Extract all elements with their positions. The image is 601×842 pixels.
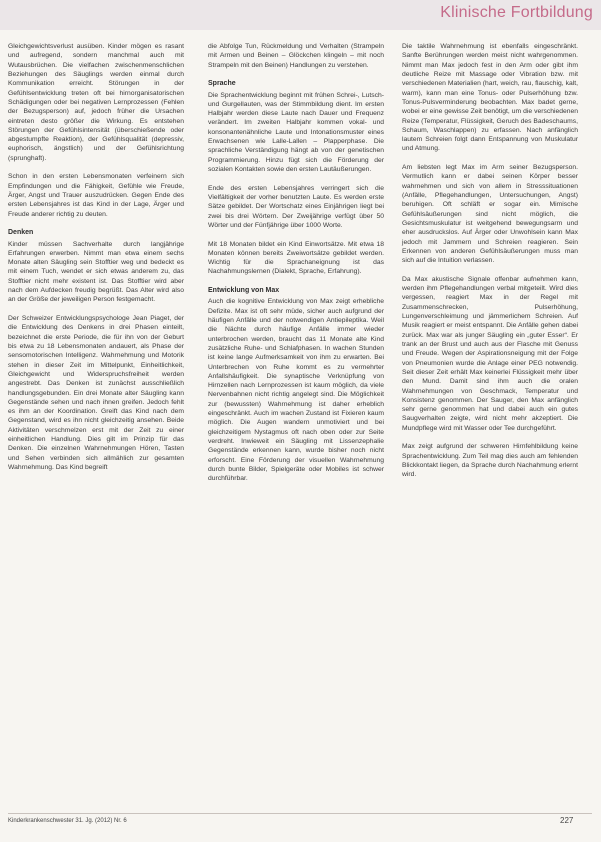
header-bar [0,0,601,30]
page-number: 227 [560,816,574,825]
section-heading: Sprache [208,80,236,88]
body-paragraph: Die taktile Wahrnehmung ist ebenfalls eingeschränkt. Sanfte Berührungen werden meist nicht wahrgenommen. Nimmt man Max jedoch fest in den Arm oder gibt ihm deutliche Reize mit Massage oder Vibration bzw. mit verschiedenen Materialien (hart, weich, rau, flauschig, kalt, warm), kann man eine Tonus- oder Pulserhöhung bzw. Tonus-Pulsverminderung beobachten. Max badet gerne, wobei er eine gewisse Zeit benötigt, um die verschiedenen Reize (Temperatur, Flüssigkeit, Geruch des Badeschaums, Schaum, Waschlappen) zu erfassen. Nach anfänglich lautem Schreien folgt dann Entspannung von Muskulatur und Atmung. [402,43,578,153]
body-paragraph: Gleichgewichtsverlust ausüben. Kinder mögen es rasant und aufregend, sondern manchmal auch mit Wutausbrüchen. Die vielfachen zwischenmenschlichen Beziehungen des Säuglings werden einmal durch Kommunikation erreicht. Störungen in der Gefühlsentwicklung treten oft bei hirnorganisatorischen Schädigungen oder bei negativen Lernprozessen (Fehlen der Bezugsperson) auf, jedoch früher die Ursachen eintreten desto größer die Wirkung. Es entstehen Störungen der Gefühlsintensität (überschießende oder abgestumpfte Reaktion), der Gefühlsqualität (depressiv, euphorisch, ängstlich) und der Gefühlsrichtung (sprunghaft). [8,43,184,162]
footer-divider [8,813,592,814]
body-paragraph: Mit 18 Monaten bildet ein Kind Einwortsätze. Mit etwa 18 Monaten können bereits Zweiwortsätze gebildet werden. Wichtig für die Sprachaneignung ist das Nachahmungslernen (Dialekt, Sprache, Erfahrung). [208,240,384,276]
body-paragraph: Die Sprachentwicklung beginnt mit frühen Schrei-, Lutsch- und Gurgellauten, was der Stimmbildung dient. Im ersten Halbjahr werden diese Laute nach Dauer und Frequenz verändert. Im zweiten Halbjahr kommen vokal- und konsonantenähnliche Laute und Intonationsmuster eines Erwachsenen wie Lalle-Lallen – Plapperphase. Die sprachliche Verständigung hängt ab von der genetischen Programmierung. Hinzu fügt sich die Förderung der sozialen Kontakten sowie den ersten Lautäußerungen. [208,91,384,174]
body-paragraph: Max zeigt aufgrund der schweren Hirnfehlbildung keine Sprachentwicklung. Zum Teil mag dies auch am fehlenden Blickkontakt liegen, da Sprache durch Nachahmung erlernt wird. [402,443,578,479]
section-title: Klinische Fortbildung [440,4,593,21]
body-paragraph: Schon in den ersten Lebensmonaten verfeinern sich Empfindungen und die Fähigkeit, Gefühle wie Freude, Ärger, Angst und Trauer auszudrücken. Gegen Ende des ersten Lebensjahres ist das Kind in der Lage, Ärger und Freude anderer richtig zu deuten. [8,173,184,218]
body-paragraph: Der Schweizer Entwicklungspsychologe Jean Piaget, der die Entwicklung des Denkens in drei Phasen einteilt, bezeichnet die erste Periode, die für ihn von der Geburt bis etwa zu 18 Lebensmonaten andauert, als Phase der sensomotorischen Intelligenz. Wahrnehmung und Motorik stehen in dieser Zeit im Mittelpunkt, Einheitlichkeit, Gleichgewicht und Widerspruchsfreiheit werden angestrebt. Das Denken ist zunächst ausschließlich handlungsgebunden. Ein drei Monate alter Säugling kann Gegenstände sehen und nach ihnen greifen. Jedoch fehlt es ihm an der Koordination. Greift das Kind nach dem Gegenstand, wird es ihn nicht gleichzeitig ansehen. Beide Aktivitäten verschmelzen erst mit der Zeit zu einer einheitlichen Handlung. Dies gilt im Prinzip für das Denken. Die einzelnen Wahrnehmungen Hören, Tasten und Sehen verbinden sich allmählich zur gesamten Wahrnehmung. Das Kind begreift [8,315,184,471]
section-heading: Entwicklung von Max [208,287,280,295]
body-paragraph: Am liebsten legt Max im Arm seiner Bezugsperson. Vermutlich kann er dabei seinen Körper besser wahrnehmen und sich von allem in Stresssituationen (Anfälle, Pflegehandlungen, Untersuchungen, Angst) beruhigen. Oft schläft er sogar ein. Mimische Gefühlsäußerungen sind nicht möglich, die Gesichtsmuskulatur ist weitgehend bewegungsarm und eher ausdruckslos. Auf Ärger oder Unwohlsein kann Max jedoch mit Jammern und Schreien reagieren. Sein Erkennen von anderen Gefühlsäußerungen muss man sich auf die Intuition verlassen. [402,164,578,265]
body-paragraph: Ende des ersten Lebensjahres verringert sich die Vielfältigkeit der vorher benutzten Laute. Es werden erste Sätze gebildet. Der Wortschatz eines Einjährigen liegt bei zwei bis drei Wörtern. Der Zweijährige verfügt über 50 Wörter und der Fünfjährige über 1000 Worte. [208,184,384,229]
text-column-3 [402,42,578,489]
body-paragraph: Auch die kognitive Entwicklung von Max zeigt erhebliche Defizite. Max ist oft sehr müde, sicher auch aufgrund der häufigen Anfälle und der notwendigen Antiepileptika. Weil die Nächte durch häufige Anfälle immer wieder unterbrochen werden, braucht das 11 Monate alte Kind zusätzliche Ruhe- und Schlafphasen. In wachen Stunden ist keine lange Aufmerksamkeit von ihm zu erwarten. Bei Unterbrechen von Ruhe kommt es zu vermehrter Anfallshäufigkeit. Die synaptische Verknüpfung von Hirnzellen nach Lernprozessen ist kaum möglich, da viele Nervenbahnen nicht richtig angelegt sind. Die Möglichkeit zur (bewussten) Wahrnehmung ist daher erheblich eingeschränkt. Auch im wachen Zustand ist Fixieren kaum möglich. Die Augen wandern unmotiviert und bei gleichzeitigem Nystagmus oft nach oben oder zur Seite verdreht. Inwieweit ein Säugling mit Lissenzephalie Gegenstände erkennen kann, wurde bisher noch nicht erforscht. Eine Förderung der visuellen Wahrnehmung durch bunte Bilder, Spielgeräte oder Mobiles ist schwer durchführbar. [208,298,384,483]
journal-citation: Kinderkrankenschwester 31. Jg. (2012) Nr. 6 [8,818,127,824]
body-paragraph: die Abfolge Tun, Rückmeldung und Verhalten (Strampeln mit Armen und Beinen – Glöckchen klingeln – mit noch Strampeln mit den Beinen) Handlungen zu verstehen. [208,43,384,69]
section-heading: Denken [8,229,34,237]
body-paragraph: Kinder müssen Sachverhalte durch langjährige Erfahrungen erwerben. Nimmt man etwa einem sechs Monate alten Säugling sein Stofftier weg und bedeckt es mit einem Tuch, wendet er sich etwas anderem zu, das Stofftier nicht mehr existent ist. Das Stofftier wird aber nach dem Aufdecken freudig begrüßt. Das Alter wird also an der Größe der jeweiligen Person festgemacht. [8,240,184,304]
body-paragraph: Da Max akustische Signale offenbar aufnehmen kann, werden ihm Pflegehandlungen verbal mitgeteilt. Wird dies vergessen, reagiert Max in der Regel mit Zusammenschrecken, Pulserhöhung, Lungenverschleimung und jämmerlichem Schreien. Auf Musik reagiert er meist entspannt. Die Anfälle gehen dabei zurück. Max war als junger Säugling ein „guter Esser“. Er trank an der Brust und auch aus der Flasche mit Genuss und Freude. Wegen der Aspirationsneigung mit der Folge von Pneumonien wurde die Anlage einer PEG notwendig. Seit dieser Zeit erhält Max keinerlei Flüssigkeit mehr über den Mund. Damit sind ihm auch die oralen Wahrnehmungen von Geschmack, Temperatur und Konsistenz genommen. Der Sauger, den Max anfänglich sehr gerne genommen hat und dabei auch ein gutes Saugverhalten zeigte, wird nicht mehr akzeptiert. Die Mundpflege wird mit Wasser oder Tee durchgeführt. [402,275,578,432]
text-column-2 [208,42,384,493]
text-column-1 [8,42,184,482]
